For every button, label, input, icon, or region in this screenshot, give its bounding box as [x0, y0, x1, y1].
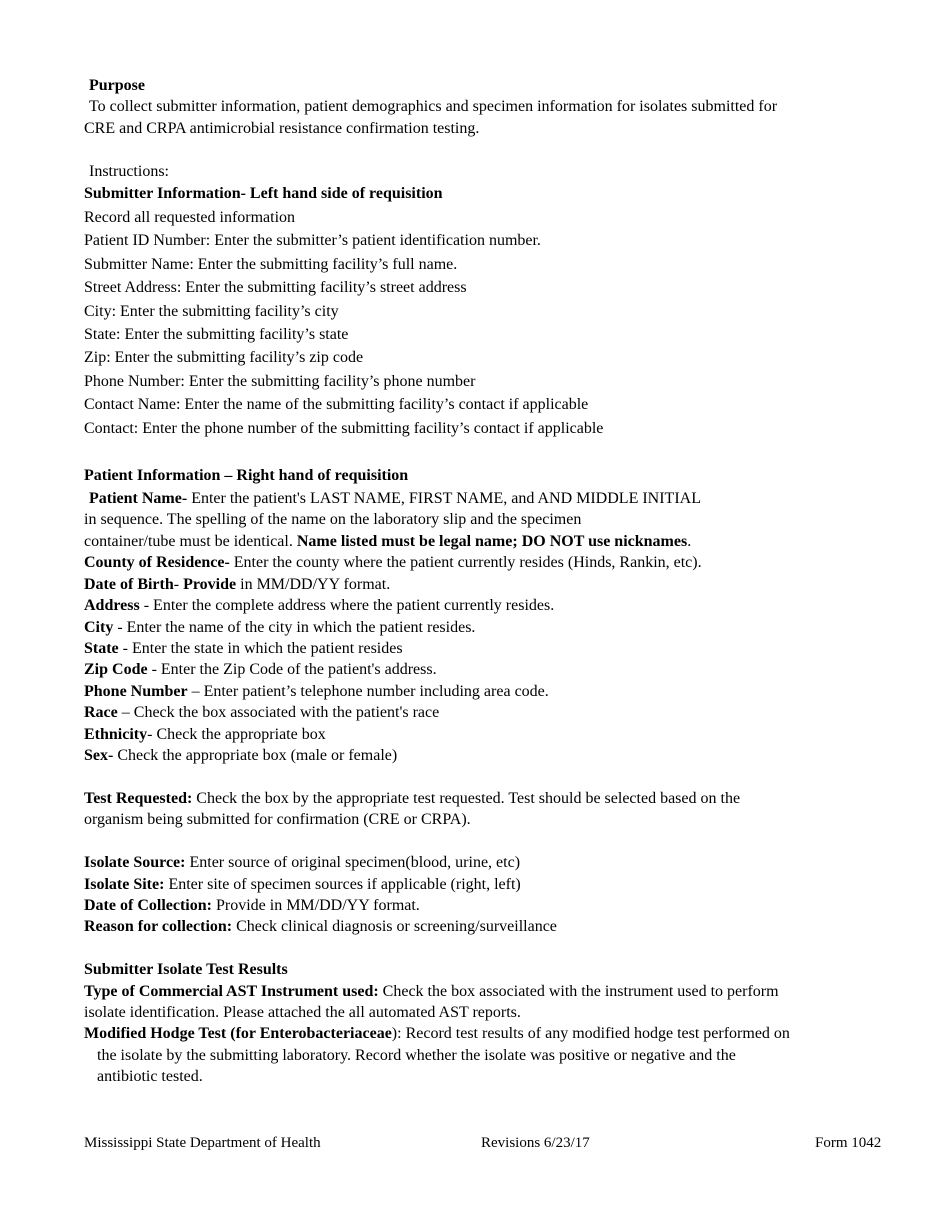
patient-field-race: [84, 703, 439, 723]
submitter-item: Submitter Name: Enter the submitting facility’s full name.: [84, 256, 458, 273]
patient-field-ethnicity: [84, 725, 326, 745]
hodge-text: ): Record test results of any modified hodge test performed on: [391, 1025, 790, 1042]
patient-field-zip: [84, 660, 437, 680]
field-text: - Enter the name of the city in which the patient resides.: [113, 619, 476, 636]
submitter-item: Patient ID Number: Enter the submitter’s patient identification number.: [84, 232, 541, 249]
field-label: Sex-: [84, 747, 114, 764]
submitter-item: Street Address: Enter the submitting facility’s street address: [84, 279, 467, 296]
purpose-text-line-2: CRE and CRPA antimicrobial resistance confirmation testing.: [84, 120, 480, 137]
hodge-label: Modified Hodge Test (for Enterobacteriaceae: [84, 1025, 392, 1042]
patient-name-text: Enter the patient's LAST NAME, FIRST NAME, and AND MIDDLE INITIAL: [187, 490, 701, 507]
patient-field-dob: [84, 575, 390, 595]
footer-agency: Mississippi State Department of Health: [84, 1135, 321, 1151]
patient-name-line-1: [89, 489, 701, 509]
field-text: Enter source of original specimen(blood, urine, etc): [185, 854, 521, 871]
hodge-line-1: [84, 1024, 790, 1044]
ast-line-1: [84, 982, 779, 1002]
patient-name-label: Patient Name-: [89, 490, 188, 507]
submitter-item: City: Enter the submitting facility’s city: [84, 303, 339, 320]
ast-line-2: isolate identification. Please attached the all automated AST reports.: [84, 1004, 521, 1021]
submitter-heading: Submitter Information- Left hand side of requisition: [84, 185, 443, 202]
field-text: Provide in MM/DD/YY format.: [211, 897, 420, 914]
isolate-source: [84, 853, 520, 873]
footer-form-number: Form 1042: [815, 1135, 882, 1151]
submitter-item: Phone Number: Enter the submitting facility’s phone number: [84, 373, 476, 390]
purpose-text-line-1: To collect submitter information, patient demographics and specimen information for isolates submitted for: [89, 98, 778, 115]
submitter-item: Contact Name: Enter the name of the submitting facility’s contact if applicable: [84, 396, 589, 413]
field-label: Ethnicity: [84, 726, 148, 743]
patient-name-text: container/tube must be identical.: [84, 533, 297, 550]
field-text: Check the appropriate box (male or female): [113, 747, 398, 764]
test-requested-text: Check the box by the appropriate test requested. Test should be selected based on the: [192, 790, 741, 807]
footer-revision: Revisions 6/23/17: [481, 1135, 590, 1151]
test-requested-line-2: organism being submitted for confirmation (CRE or CRPA).: [84, 811, 471, 828]
field-text: Check clinical diagnosis or screening/surveillance: [232, 918, 557, 935]
patient-field-county: [84, 553, 702, 573]
field-text: - Enter the state in which the patient resides: [118, 640, 403, 657]
field-text: - Enter the Zip Code of the patient's address.: [147, 661, 437, 678]
patient-field-city: [84, 618, 475, 638]
field-text: – Enter patient’s telephone number including area code.: [187, 683, 549, 700]
patient-name-text: .: [687, 533, 692, 550]
field-label: Race: [84, 704, 118, 721]
submitter-item: Zip: Enter the submitting facility’s zip code: [84, 349, 364, 366]
legal-name-notice: Name listed must be legal name; DO NOT use nicknames: [296, 533, 688, 550]
field-label: County of Residence-: [84, 554, 230, 571]
field-label: State: [84, 640, 119, 657]
patient-field-phone: [84, 682, 549, 702]
field-label: Date of Birth: [84, 576, 174, 593]
date-of-collection: [84, 896, 420, 916]
field-text: Enter site of specimen sources if applicable (right, left): [164, 876, 521, 893]
field-text: Enter the county where the patient currently resides (Hinds, Rankin, etc).: [229, 554, 702, 571]
test-requested-line-1: [84, 789, 740, 809]
patient-field-state: [84, 639, 403, 659]
field-label: Zip Code: [84, 661, 148, 678]
field-label: Reason for collection:: [84, 918, 233, 935]
field-text: - Enter the complete address where the patient currently resides.: [139, 597, 555, 614]
patient-name-line-2: in sequence. The spelling of the name on the laboratory slip and the specimen: [84, 511, 582, 528]
ast-text: Check the box associated with the instrument used to perform: [378, 983, 779, 1000]
field-label: Address: [84, 597, 140, 614]
patient-field-sex: [84, 746, 397, 766]
ast-label: Type of Commercial AST Instrument used:: [84, 983, 379, 1000]
reason-for-collection: [84, 917, 557, 937]
submitter-item: State: Enter the submitting facility’s state: [84, 326, 349, 343]
test-requested-label: Test Requested:: [84, 790, 193, 807]
patient-field-address: [84, 596, 554, 616]
field-label: Isolate Source:: [84, 854, 186, 871]
instructions-label: Instructions:: [89, 163, 169, 180]
patient-name-line-3: [84, 532, 691, 552]
submitter-item: Contact: Enter the phone number of the submitting facility’s contact if applicable: [84, 420, 604, 437]
submitter-item: Record all requested information: [84, 209, 296, 226]
isolate-site: [84, 875, 521, 895]
field-label: City: [84, 619, 114, 636]
results-heading: Submitter Isolate Test Results: [84, 961, 288, 978]
patient-heading: Patient Information – Right hand of requisition: [84, 467, 409, 484]
field-text: – Check the box associated with the patient's race: [117, 704, 440, 721]
field-label: Isolate Site:: [84, 876, 165, 893]
field-text: in MM/DD/YY format.: [236, 576, 391, 593]
field-label: Provide: [183, 576, 237, 593]
field-text: - Check the appropriate box: [147, 726, 326, 743]
hodge-line-2: the isolate by the submitting laboratory. Record whether the isolate was positive or negative and the: [97, 1047, 736, 1064]
field-label: Date of Collection:: [84, 897, 212, 914]
hodge-line-3: antibiotic tested.: [97, 1068, 203, 1085]
field-label: Phone Number: [84, 683, 188, 700]
purpose-heading: Purpose: [89, 77, 145, 94]
field-text: -: [173, 576, 184, 593]
